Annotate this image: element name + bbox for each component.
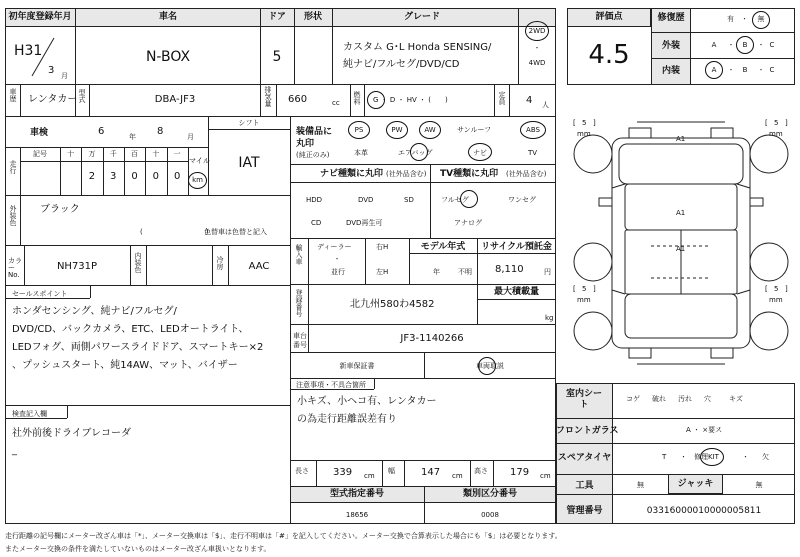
divider <box>260 84 261 116</box>
divider <box>494 84 495 116</box>
tire-depth-value: 5 <box>582 119 587 127</box>
divider <box>67 405 68 418</box>
divider <box>90 285 91 298</box>
spare-dot-2: ・ <box>742 453 749 461</box>
odo-digit: 2 <box>88 171 96 182</box>
tv-analog: アナログ <box>454 219 482 227</box>
car-name-value: N-BOX <box>145 49 191 65</box>
odo-unit-label: 一 <box>173 150 181 158</box>
divider <box>212 245 213 285</box>
import-parallel: 並行 <box>331 268 345 276</box>
sales-line-1: ホンダセンシング、純ナビ/フルセグ/ <box>12 306 177 317</box>
jack-label: ジャッキ <box>677 479 714 489</box>
mgmt-no-label: 管理番号 <box>566 506 603 516</box>
odo-unit-label: 十 <box>67 150 75 158</box>
tv-sub: (社外品含む) <box>506 170 547 178</box>
sales-line-2: DVD/CD、バックカメラ、ETC、LEDオートライト、 <box>12 324 249 335</box>
model-year-label: モデル年式 <box>420 242 466 252</box>
width-value: 147 <box>421 467 441 478</box>
grade-line2: 純ナビ/フルセグ/DVD/CD <box>343 59 460 70</box>
fuel-options: G ・ D ・ HV ・ ( ) <box>373 96 448 104</box>
mileage-label: 走行 <box>9 160 17 174</box>
equip-pw: PW <box>391 126 403 134</box>
sheet-item: 穴 <box>704 395 711 403</box>
shift-value: IAT <box>238 155 260 171</box>
tire-depth-unit: mm <box>769 296 783 304</box>
displacement-unit: cc <box>332 99 340 107</box>
divider <box>5 195 290 196</box>
navi-hdd: HDD <box>306 196 323 204</box>
divider <box>651 32 795 33</box>
spare-t: T <box>662 453 667 461</box>
type-cert-label: 型式指定番号 <box>329 489 384 499</box>
exterior-label: 外装 <box>661 41 680 51</box>
tire-depth-unit: mm <box>577 130 591 138</box>
windshield-options: A ・ ×要ス <box>686 426 723 434</box>
equip-abs: ABS <box>526 126 540 134</box>
tire-bracket-close: ] <box>785 285 788 293</box>
navi-sd: SD <box>404 196 414 204</box>
spare-kit: 修理KIT <box>694 453 719 461</box>
equip-tv: TV <box>528 149 538 157</box>
tire-bracket-open: [ <box>573 285 576 293</box>
aircon-value: AAC <box>248 261 270 272</box>
plate-label: 登録番号 <box>295 289 303 317</box>
tools-label: 工具 <box>575 481 594 491</box>
divider <box>290 164 556 165</box>
height-value: 179 <box>510 467 530 478</box>
width-label: 幅 <box>388 467 395 475</box>
mgmt-no-value: 03316000010000005811 <box>646 506 762 516</box>
divider <box>430 164 431 238</box>
tire-bracket-open: [ <box>573 119 576 127</box>
divider <box>75 84 76 116</box>
sheet-item: 汚れ <box>678 395 692 403</box>
exterior-opts-selected-circle <box>736 36 754 54</box>
divider <box>5 245 290 246</box>
drive-4wd: 4WD <box>528 59 546 67</box>
odo-digit: 3 <box>110 171 117 182</box>
tire-depth-value: 5 <box>774 285 779 293</box>
divider <box>651 58 795 59</box>
odo-unit-label: 十 <box>152 150 160 158</box>
first-reg-month-unit: 月 <box>61 72 68 80</box>
drive-2wd: 2WD <box>528 27 546 35</box>
tire-depth-value: 5 <box>582 285 587 293</box>
odo-digit: 0 <box>173 171 181 182</box>
footer-line-1: 走行距離の記号欄にメーター改ざん車は「*」、メーター交換車は「$」、走行不明車は「#」を記入してください。メーター交換で合算表示した場合にも「$」は必要となります。 <box>5 532 562 540</box>
divider <box>509 84 510 116</box>
mile-label: マイル <box>189 157 210 165</box>
divider <box>556 443 795 444</box>
length-label: 長さ <box>295 467 309 475</box>
divider <box>332 8 333 84</box>
model-year-unit: 年 <box>433 268 440 276</box>
tv-fullseg: フルセグ <box>441 196 469 204</box>
spare-tire-label: スペアタイヤ <box>557 453 612 463</box>
exterior-opts-item: C <box>769 41 775 49</box>
divider <box>470 460 471 486</box>
divider <box>518 8 519 84</box>
repair-label: 修復歴 <box>657 13 685 23</box>
color-label: 外装色 <box>9 205 17 226</box>
tire-bracket-close: ] <box>593 119 596 127</box>
odo-digit: 0 <box>131 171 138 182</box>
divider <box>208 129 290 130</box>
first-reg-label: 初年度登録年月 <box>8 12 72 22</box>
interior-opts-item: B <box>742 66 748 74</box>
inspection-label: 車検 <box>30 128 49 138</box>
tire-depth-value: 5 <box>774 119 779 127</box>
odo-unit-label: 百 <box>131 150 139 158</box>
interior-opts-selected-circle <box>705 61 723 79</box>
repair-opt-no: 無 <box>757 15 765 23</box>
divider <box>260 8 261 84</box>
capacity-unit: 人 <box>542 101 549 109</box>
divider <box>290 238 556 239</box>
chassis-value: JF3-1140266 <box>400 333 464 344</box>
length-value: 339 <box>333 467 353 478</box>
import-right: 右H <box>376 243 389 251</box>
odo-digit: 0 <box>152 171 160 182</box>
tv-oneseg: ワンセグ <box>508 196 536 204</box>
recycle-label: リサイクル預託金 <box>481 242 552 252</box>
import-left: 左H <box>376 268 389 276</box>
jack-value: 無 <box>755 481 763 489</box>
tire-bracket-close: ] <box>593 285 596 293</box>
equipment-sublabel: (純正のみ) <box>296 151 330 159</box>
car-diagram <box>567 110 795 375</box>
interior-opts-item: A <box>711 66 717 74</box>
divider <box>276 84 277 116</box>
model-year-unknown: 不明 <box>458 268 472 276</box>
divider <box>374 378 375 389</box>
width-unit: cm <box>452 472 463 480</box>
divider <box>308 284 309 324</box>
divider <box>20 84 21 116</box>
divider <box>409 253 556 254</box>
repair-opt-dot: ・ <box>741 15 748 23</box>
first-reg-month: 3 <box>48 65 55 76</box>
import-label: 輸入車 <box>295 244 303 265</box>
divider <box>5 285 290 286</box>
length-unit: cm <box>364 472 375 480</box>
interior-label: 内装 <box>661 66 680 76</box>
inspection-year-unit: 年 <box>129 133 136 141</box>
mark-a1-2: A1 <box>676 209 686 217</box>
mark-a1-1: A1 <box>676 135 686 143</box>
equipment-label: 装備品に丸印 <box>296 127 333 149</box>
divider <box>5 116 556 117</box>
max-load-unit: kg <box>545 314 554 322</box>
navi-cd: CD <box>311 219 322 227</box>
inspection-month-unit: 月 <box>187 133 194 141</box>
shift-label: シフト <box>238 119 260 127</box>
divider <box>365 238 366 284</box>
divider <box>364 84 365 116</box>
shape-label: 形状 <box>303 12 322 22</box>
divider <box>5 147 208 148</box>
km-label: km <box>192 176 203 184</box>
sheet-item: キズ <box>729 395 743 403</box>
sales-label: セールスポイント <box>12 290 68 298</box>
displacement-value: 660 <box>288 94 308 105</box>
kigo-label: 記号 <box>33 150 47 158</box>
doors-value: 5 <box>272 49 282 65</box>
usage-value: レンタカー <box>28 94 78 105</box>
divider <box>290 284 556 285</box>
divider <box>20 161 188 162</box>
color-no-label: カラーNo. <box>8 257 22 279</box>
mark-a1-3: A1 <box>676 245 686 253</box>
inspection-month: 8 <box>157 126 164 137</box>
height-unit: cm <box>540 472 551 480</box>
equip-ps: PS <box>354 126 364 134</box>
class-no-label: 類別区分番号 <box>462 489 517 499</box>
sales-line-4: 、プッシュスタート、純14AW、マット、バイザー <box>12 360 238 371</box>
exterior-opts-item: A <box>711 41 717 49</box>
equip-aw: AW <box>424 126 436 134</box>
aircon-label: 冷房 <box>216 256 224 270</box>
divider <box>290 324 556 325</box>
divider <box>294 8 295 84</box>
notes-line-1: 小キズ、小ヘコ有、レンタカー <box>297 396 437 407</box>
capacity-label: 定員 <box>498 91 506 105</box>
equip-sunroof: サンルーフ <box>457 126 492 134</box>
divider <box>477 299 556 300</box>
inspector-line-1: 社外前後ドライブレコーダ <box>12 428 131 439</box>
import-dealer: ディーラー <box>317 243 352 251</box>
tire-depth-unit: mm <box>769 130 783 138</box>
recycle-value: 8,110 <box>495 264 524 275</box>
divider <box>290 182 556 183</box>
interior-opts-item: ・ <box>757 66 765 74</box>
navi-title: ナビ種類に丸印 <box>320 169 384 179</box>
spare-dot-1: ・ <box>680 453 687 461</box>
tire-bracket-open: [ <box>765 119 768 127</box>
spare-missing: 欠 <box>762 453 769 461</box>
color-note: 色替車は色替と記入 <box>204 228 267 236</box>
displacement-label: 排気量 <box>264 86 272 107</box>
tire-bracket-open: [ <box>765 285 768 293</box>
inspector-line-2: _ <box>12 445 17 456</box>
interior-color-label: 内装色 <box>134 252 142 273</box>
height-label: 高さ <box>474 467 488 475</box>
tire-bracket-close: ] <box>785 119 788 127</box>
navi-dvd: DVD <box>358 196 374 204</box>
color-paren: ( ) <box>140 228 209 236</box>
interior-sheet-label: 室内シート <box>566 389 603 410</box>
model-label: 型式 <box>78 89 86 103</box>
plate-value: 北九州580わ4582 <box>350 299 435 310</box>
interior-opts-item: C <box>769 66 775 74</box>
model-value: DBA-JF3 <box>154 94 196 105</box>
divider <box>188 147 189 195</box>
divider <box>556 494 795 495</box>
navi-sub: (社外品含む) <box>386 170 427 178</box>
divider <box>493 460 494 486</box>
usage-label: 車歴 <box>9 88 17 102</box>
import-dot: ・ <box>333 255 341 263</box>
first-reg-era: H31 <box>14 43 43 59</box>
repair-opt-yes: 有 <box>727 15 734 23</box>
divider <box>290 352 556 353</box>
capacity-value: 4 <box>526 95 533 106</box>
grade-label: グレード <box>403 12 440 22</box>
divider <box>20 195 21 245</box>
manual-label: 車両取説 <box>476 362 504 370</box>
divider <box>290 389 374 390</box>
equip-navi: ナビ <box>473 149 487 157</box>
recycle-unit: 円 <box>544 268 551 276</box>
sales-line-3: LEDフォグ、両側パワースライドドア、スマートキー×2 <box>12 342 264 353</box>
navi-dvd-play: DVD再生可 <box>346 219 383 227</box>
sheet-item: コゲ <box>626 395 640 403</box>
tire-depth-unit: mm <box>577 296 591 304</box>
inspection-year: 6 <box>98 126 105 137</box>
divider <box>350 84 351 116</box>
chassis-label: 車台番号 <box>293 332 307 349</box>
sheet-item: 破れ <box>652 395 666 403</box>
divider <box>5 84 556 85</box>
drive-dot: ・ <box>533 44 541 52</box>
interior-opts-item: ・ <box>727 66 735 74</box>
tv-title: TV種類に丸印 <box>440 169 499 179</box>
divider <box>308 238 309 284</box>
car-name-label: 車名 <box>158 12 177 22</box>
exterior-opts-item: ・ <box>757 41 765 49</box>
footer-line-2: またメーター交換の条件を満たしていないものはメーター改ざん車扱いとなります。 <box>5 545 271 553</box>
exterior-opts-item: B <box>742 41 748 49</box>
score-label: 評価点 <box>595 12 623 22</box>
warranty-label: 新車保証書 <box>339 362 375 370</box>
odo-unit-label: 千 <box>109 150 117 158</box>
divider <box>290 378 556 379</box>
divider <box>316 460 317 486</box>
equip-airbag: エアバッグ <box>398 149 433 157</box>
color-no-value: NH731P <box>56 261 98 272</box>
notes-label: 注意事項・不具合箇所 <box>296 381 366 389</box>
notes-line-2: の為走行距離誤差有り <box>297 414 397 425</box>
class-no-value: 0008 <box>481 511 499 519</box>
odo-unit-label: 万 <box>88 150 96 158</box>
inspector-label: 検査記入欄 <box>12 410 47 418</box>
divider <box>5 405 290 406</box>
divider <box>556 418 795 419</box>
divider <box>75 8 76 84</box>
divider <box>290 460 556 461</box>
door-label: ドア <box>268 12 286 22</box>
divider <box>290 116 291 524</box>
divider <box>20 147 21 195</box>
divider <box>404 460 405 486</box>
color-value: ブラック <box>40 204 80 215</box>
divider <box>5 298 90 299</box>
windshield-label: フロントガラス <box>556 426 619 436</box>
equip-leather: 本革 <box>354 149 368 157</box>
divider <box>130 245 131 285</box>
type-cert-value: 18656 <box>345 511 369 519</box>
max-load-label: 最大積載量 <box>493 287 539 297</box>
divider <box>382 460 383 486</box>
exterior-opts-item: ・ <box>727 41 735 49</box>
fuel-label: 燃料 <box>353 91 361 105</box>
divider <box>146 245 147 285</box>
score-value: 4.5 <box>588 40 630 70</box>
tools-value: 無 <box>637 481 644 489</box>
grade-line1: カスタム G･L Honda SENSING/ <box>343 42 492 53</box>
divider <box>5 418 67 419</box>
